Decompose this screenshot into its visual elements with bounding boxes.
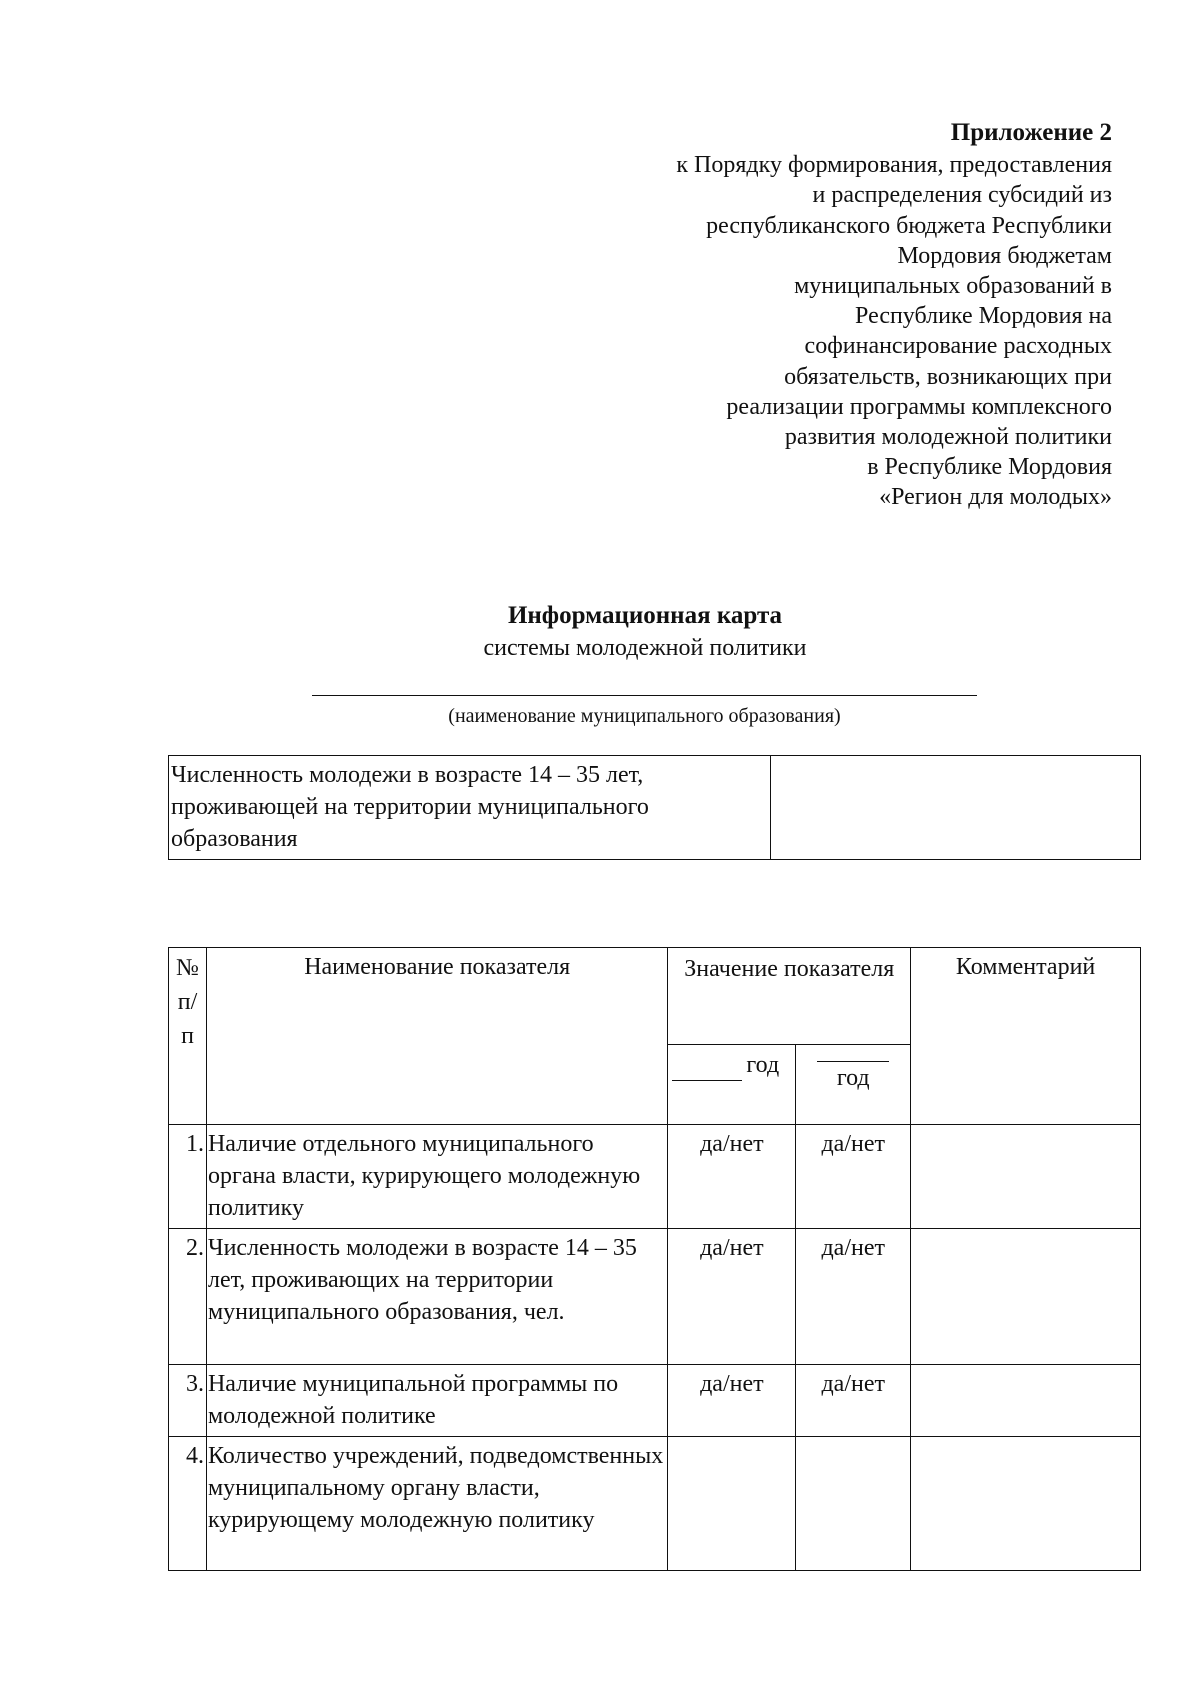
appendix-line: и распределения субсидий из xyxy=(812,182,1112,209)
row-value-year-2: да/нет xyxy=(796,1125,911,1229)
row-value-year-1: да/нет xyxy=(668,1125,796,1229)
appendix-line: реализации программы комплексного xyxy=(726,393,1112,420)
title-line-2: системы молодежной политики xyxy=(483,635,807,661)
youth-count-label: Численность молодежи в возрасте 14 – 35 лет, проживающей на территории муниципального образования xyxy=(169,756,771,860)
year-label: год xyxy=(836,1065,870,1091)
appendix-line: Мордовия бюджетам xyxy=(897,242,1112,269)
row-comment xyxy=(911,1365,1141,1437)
row-comment xyxy=(911,1125,1141,1229)
row-value-year-2 xyxy=(796,1437,911,1571)
row-comment xyxy=(911,1229,1141,1365)
table-row xyxy=(169,1125,1141,1229)
title-line-1: Информационная карта xyxy=(507,602,783,629)
table-row xyxy=(169,1365,1141,1437)
header-row xyxy=(169,948,1141,1045)
header-num: № п/ п xyxy=(169,948,207,1125)
appendix-block xyxy=(552,118,1112,513)
header-value: Значение показателя xyxy=(668,948,911,1045)
row-value-year-1: да/нет xyxy=(668,1365,796,1437)
appendix-line: развития молодежной политики xyxy=(784,424,1112,451)
row-number: 1. xyxy=(169,1125,207,1229)
header-name: Наименование показателя xyxy=(206,948,667,1125)
year-blank-line xyxy=(817,1061,889,1062)
youth-count-value xyxy=(771,756,1141,860)
appendix-line: софинансирование расходных xyxy=(804,333,1112,360)
table-row xyxy=(169,1437,1141,1571)
municipality-caption: (наименование муниципального образования) xyxy=(448,705,841,727)
appendix-line: республиканского бюджета Республики xyxy=(706,212,1112,239)
year-label: год xyxy=(746,1052,780,1078)
row-number: 3. xyxy=(169,1365,207,1437)
appendix-line: к Порядку формирования, предоставления xyxy=(676,152,1112,179)
row-value-year-1: да/нет xyxy=(668,1229,796,1365)
row-number: 2. xyxy=(169,1229,207,1365)
header-comment: Комментарий xyxy=(911,948,1141,1125)
year-blank-line xyxy=(672,1058,742,1081)
row-number: 4. xyxy=(169,1437,207,1571)
municipality-blank-line xyxy=(312,695,977,696)
row-indicator-name: Наличие отдельного муниципального органа власти, курирующего молодежную политику xyxy=(206,1125,667,1229)
row-value-year-2: да/нет xyxy=(796,1365,911,1437)
youth-count-table xyxy=(168,755,1141,860)
appendix-heading: Приложение 2 xyxy=(950,119,1112,146)
row-indicator-name: Наличие муниципальной программы по молодежной политике xyxy=(206,1365,667,1437)
row-indicator-name: Количество учреждений, подведомственных муниципальному органу власти, курирующему молодежную политику xyxy=(206,1437,667,1571)
row-value-year-2: да/нет xyxy=(796,1229,911,1365)
table-row xyxy=(169,1229,1141,1365)
header-year-1 xyxy=(668,1045,796,1125)
row-comment xyxy=(911,1437,1141,1571)
row-indicator-name: Численность молодежи в возрасте 14 – 35 лет, проживающих на территории муниципального образования, чел. xyxy=(206,1229,667,1365)
indicators-table xyxy=(168,947,1141,1571)
document-title xyxy=(0,600,1200,664)
appendix-line: «Регион для молодых» xyxy=(879,484,1112,511)
appendix-line: обязательств, возникающих при xyxy=(784,363,1112,390)
appendix-line: в Республике Мордовия xyxy=(867,454,1112,481)
appendix-line: Республике Мордовия на xyxy=(855,303,1112,330)
appendix-line: муниципальных образований в xyxy=(794,273,1112,300)
row-value-year-1 xyxy=(668,1437,796,1571)
header-year-2 xyxy=(796,1045,911,1125)
